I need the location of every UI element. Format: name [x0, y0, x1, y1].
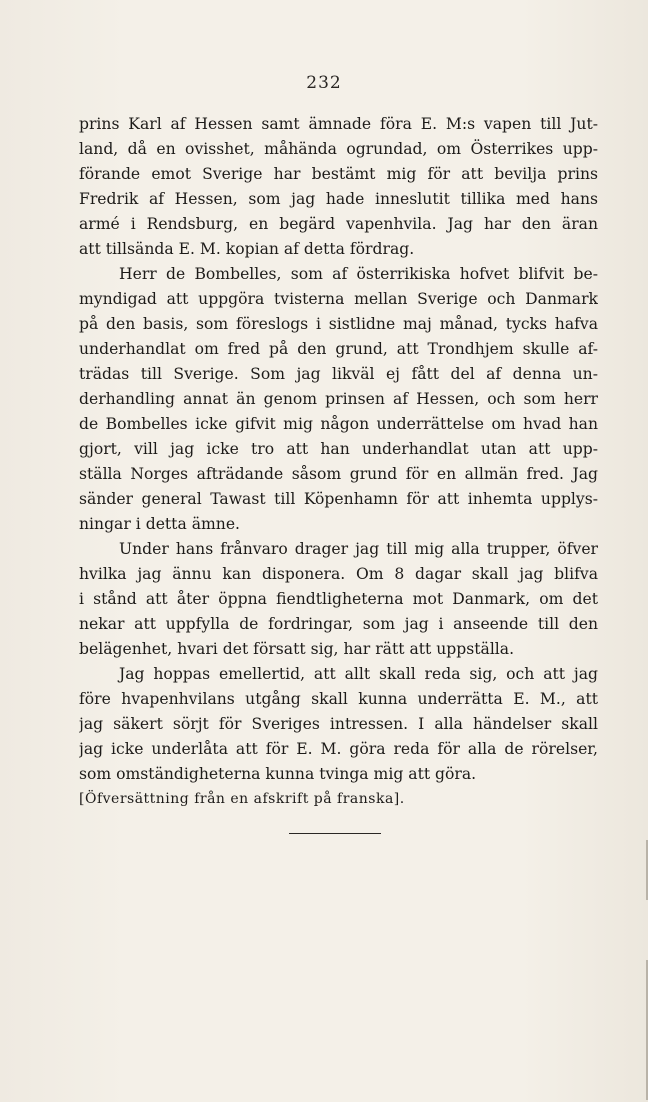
text-line: armé i Rendsburg, en begärd vapenhvila. Jag har den äran [79, 215, 598, 233]
page-number: 232 [306, 73, 342, 93]
text-line: i stånd att åter öppna fiendtligheterna mot Danmark, om det [79, 590, 598, 608]
text-line: sänder general Tawast till Köpenhamn för att inhemta upplys- [79, 490, 598, 508]
text-line: ställa Norges afträdande såsom grund för en allmän fred. Jag [79, 465, 598, 483]
text-line: myndigad att uppgöra tvisterna mellan Sverige och Danmark [79, 290, 598, 308]
text-line: trädas till Sverige. Som jag likväl ej fått del af denna un- [79, 365, 598, 383]
text-line: derhandling annat än genom prinsen af Hessen, och som herr [79, 390, 598, 408]
text-line: Under hans frånvaro drager jag till mig alla trupper, öfver [119, 540, 598, 558]
text-line: Jag hoppas emellertid, att allt skall reda sig, och att jag [119, 665, 598, 683]
text-line: före hvapenhvilans utgång skall kunna underrätta E. M., att [79, 690, 598, 708]
text-line: land, då en ovisshet, måhända ogrundad, om Österrikes upp- [79, 140, 598, 158]
text-line: de Bombelles icke gifvit mig någon underrättelse om hvad han [79, 415, 598, 433]
text-line: prins Karl af Hessen samt ämnade föra E. M:s vapen till Jut- [79, 115, 598, 133]
text-line: hvilka jag ännu kan disponera. Om 8 dagar skall jag blifva [79, 565, 598, 583]
text-line: gjort, vill jag icke tro att han underhandlat utan att upp- [79, 440, 598, 458]
text-line: förande emot Sverige har bestämt mig för att bevilja prins [79, 165, 598, 183]
text-line: underhandlat om fred på den grund, att Trondhjem skulle af- [79, 340, 598, 358]
text-line: Herr de Bombelles, som af österrikiska hofvet blifvit be- [119, 265, 598, 283]
text-line: Fredrik af Hessen, som jag hade inneslutit tillika med hans [79, 190, 598, 208]
section-divider [289, 833, 381, 834]
translation-note: [Öfversättning från en afskrift på franska]. [79, 791, 405, 807]
letter-body [79, 112, 598, 812]
text-line: jag icke underlåta att för E. M. göra reda för alla de rörelser, [79, 740, 598, 758]
text-line: att tillsända E. M. kopian af detta fördrag. [79, 240, 415, 258]
text-line: ningar i detta ämne. [79, 515, 241, 533]
text-line: som omständigheterna kunna tvinga mig att göra. [79, 765, 477, 783]
text-line: jag säkert sörjt för Sveriges intressen. I alla händelser skall [79, 715, 598, 733]
text-line: på den basis, som föreslogs i sistlidne maj månad, tycks hafva [79, 315, 598, 333]
text-line: nekar att uppfylla de fordringar, som jag i anseende till den [79, 615, 598, 633]
text-line: belägenhet, hvari det försatt sig, har rätt att uppställa. [79, 640, 515, 658]
